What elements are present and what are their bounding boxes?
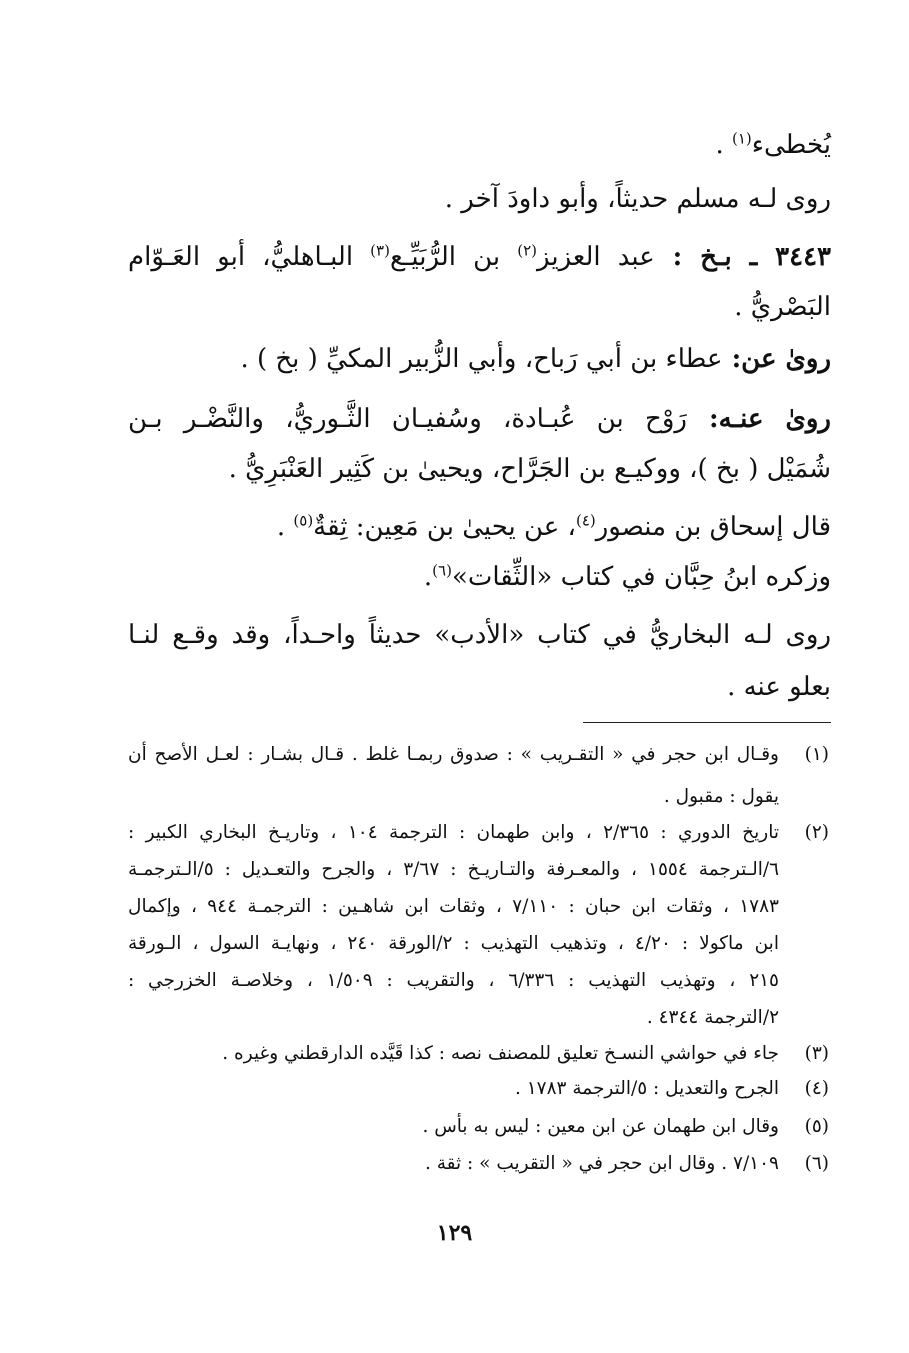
text: يُخطىء <box>751 130 831 160</box>
footnote-2-line-3: ١٧٨٣ ، وثقات ابن حبان : ٧/١١٠ ، وثقات ابن شاهـين : الترجمـة ٩٤٤ ، وإكمال <box>128 896 779 917</box>
footnote-4-text: الجرح والتعديل : ٥/الترجمة ١٧٨٣ . <box>514 1078 779 1099</box>
text: . <box>715 130 732 160</box>
page-number: ١٢٩ <box>436 1220 473 1246</box>
footnote-ref-2: (٢) <box>517 241 537 260</box>
text-line-9 <box>424 560 831 594</box>
entry-number: ٣٤٤٣ ـ بـخ : <box>654 242 832 272</box>
text: عطاء بن أبي رَباح، وأبي الزُّبير المكيِّ ( بخ ) . <box>240 344 723 374</box>
text-line-1 <box>715 128 831 162</box>
footnote-ref-6: (٦) <box>432 561 452 580</box>
label: روىٰ عن: <box>722 344 831 374</box>
footnote-number-2: (٢) <box>804 822 829 843</box>
footnote-1-line-2: يقول : مقبول . <box>663 786 779 807</box>
text-line-2: روى لـه مسلم حديثاً، وأبو داودَ آخر . <box>444 184 831 214</box>
label: روىٰ عنـه: <box>686 404 831 434</box>
footnote-number-5: (٥) <box>804 1116 829 1137</box>
text: رَوْح بن عُبـادة، وسُفيـان الثَّـوريُّ، والنَّضْـر بـن <box>128 404 687 434</box>
text: . <box>276 512 294 542</box>
footnote-number-6: (٦) <box>804 1153 829 1174</box>
text-line-8 <box>277 510 831 544</box>
footnote-2-line-6: ٢/الترجمة ٤٣٤٤ . <box>646 1007 779 1028</box>
footnote-separator <box>583 722 831 723</box>
text-line-4: البَصْريُّ . <box>734 292 831 322</box>
footnote-2-line-1: تاريخ الدوري : ٢/٣٦٥ ، وابن طهمان : الترجمة ١٠٤ ، وتاريـخ البخاري الكبير : <box>128 822 779 843</box>
text: عبد العزيز <box>537 242 655 272</box>
entry-heading-line <box>128 240 831 274</box>
footnote-3-text: جاء في حواشي النسـخ تعليق للمصنف نصه : كذا قَيَّده الدارقطني وغيره . <box>222 1043 779 1064</box>
footnote-5-text: وقال ابن طهمان عن ابن معين : ليس به بأس . <box>422 1116 779 1137</box>
footnote-6-text: ٧/١٠٩ . وقال ابن حجر في « التقريب » : ثقة . <box>424 1153 779 1174</box>
footnote-number-3: (٣) <box>804 1043 829 1064</box>
text-line-11: بعلو عنه . <box>727 672 831 702</box>
text: بن الرُّبَيِّـع <box>389 242 518 272</box>
narrated-by-line <box>128 402 831 436</box>
footnote-ref-3: (٣) <box>370 241 390 260</box>
text: قال إسحاق بن منصور <box>595 512 831 542</box>
text: البـاهليُّ، أبو العَـوّام <box>128 242 371 272</box>
footnote-1-line-1: وقـال ابن حجر في « التقـريب » : صدوق ربمـا غلط . قـال بشـار : لعـل الأصح أن <box>128 744 779 765</box>
narrated-from-line <box>240 342 831 376</box>
text: وزكره ابنُ حِبَّان في كتاب «الثِّقات» <box>451 562 831 592</box>
footnote-ref-1: (١) <box>731 129 752 148</box>
footnote-ref-4: (٤) <box>575 511 596 530</box>
text: . <box>423 562 433 592</box>
footnote-2-line-5: ٢١٥ ، وتهذيب التهذيب : ٦/٣٣٦ ، والتقريب : ١/٥٠٩ ، وخلاصـة الخزرجي : <box>128 970 779 991</box>
text-line-10: روى لـه البخاريُّ في كتاب «الأدب» حديثاً واحـداً، وقد وقـع لنـا <box>128 620 831 650</box>
footnote-2-line-4: ابن ماكولا : ٤/٢٠ ، وتذهيب التهذيب : ٢/الورقة ٢٤٠ ، ونهايـة السول ، الـورقة <box>128 933 779 954</box>
footnote-number-4: (٤) <box>804 1078 829 1099</box>
footnote-ref-5: (٥) <box>293 511 314 530</box>
footnote-2-line-2: ٦/الـترجمة ١٥٥٤ ، والمعـرفة والتـاريـخ : ٣/٦٧ ، والجرح والتعـديل : ٥/الـترجمـة <box>128 859 780 880</box>
footnote-number-1: (١) <box>804 744 829 765</box>
text-line-7: شُمَيْل ( بخ )، ووكيـع بن الجَرَّاح، ويحيىٰ بن كَثِير العَنْبَرِيُّ . <box>228 454 831 484</box>
text: ، عن يحيىٰ بن مَعِين: ثِقةٌ <box>313 512 576 542</box>
